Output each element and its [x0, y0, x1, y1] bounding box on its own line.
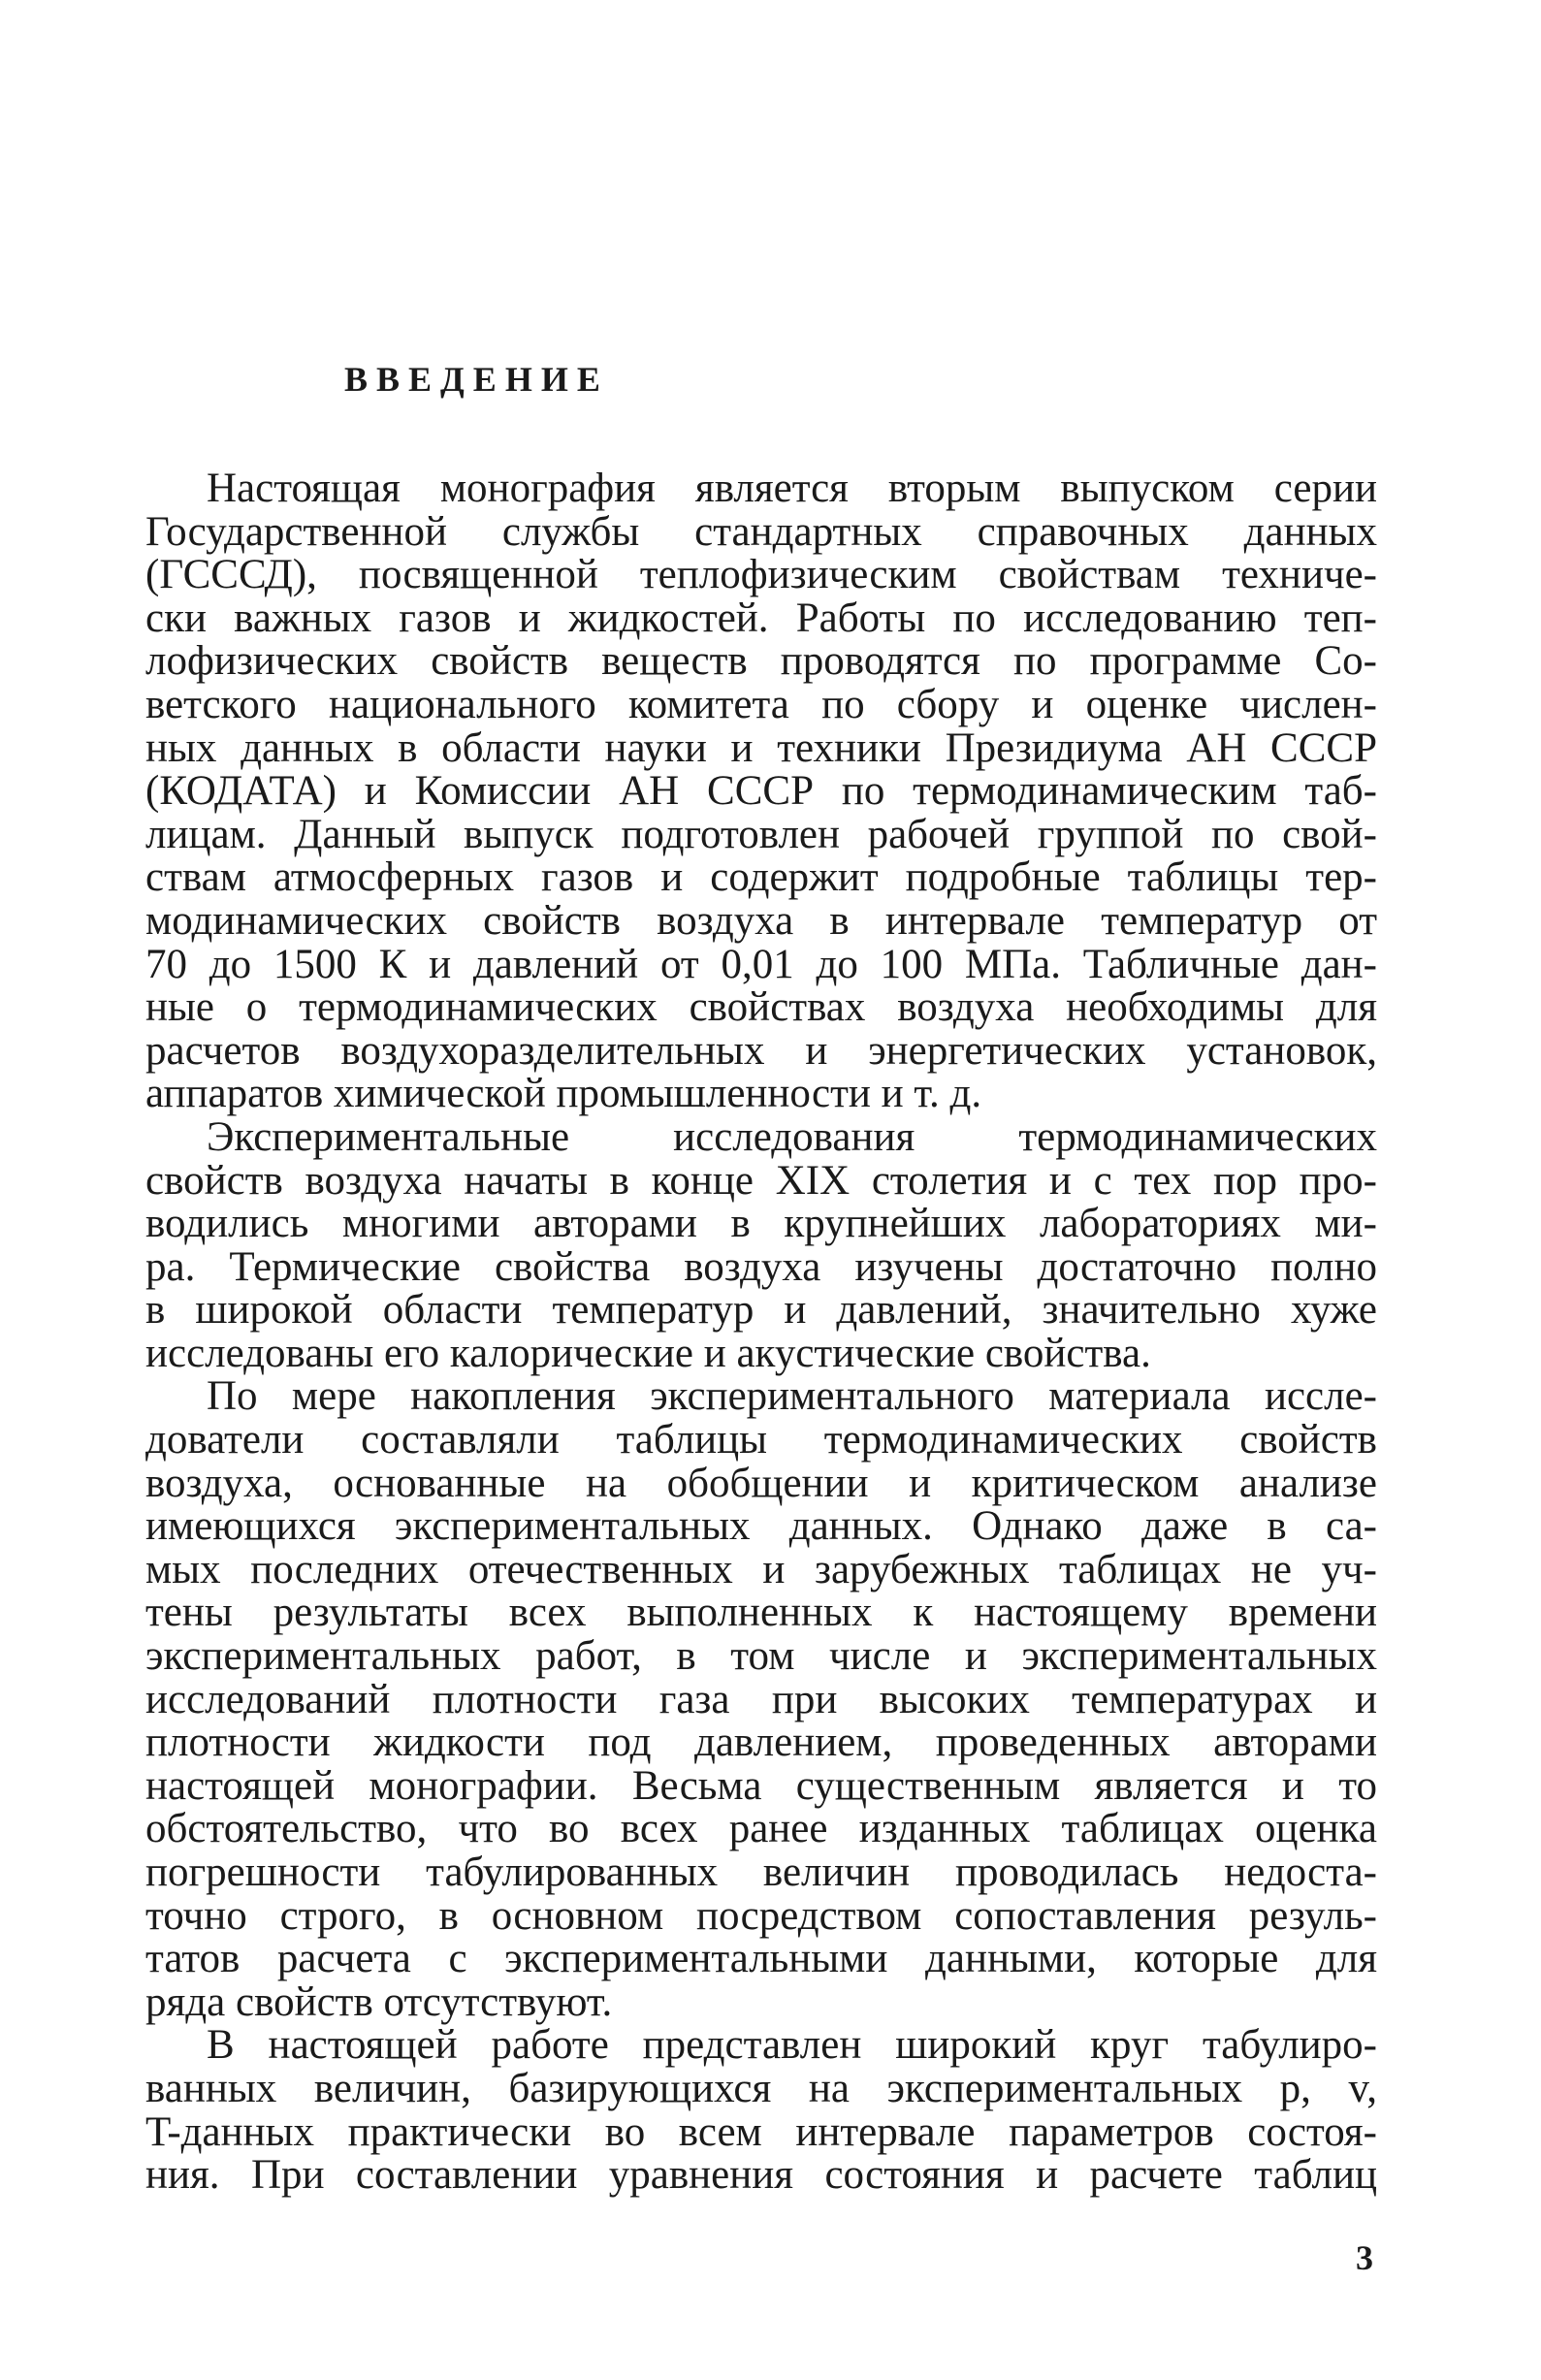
text-line: мых последних отечественных и зарубежных таблицах не уч- — [145, 1546, 1377, 1592]
text-line: обстоятельство, что во всех ранее изданных таблицах оценка — [145, 1806, 1377, 1852]
text-line: плотности жидкости под давлением, проведенных авторами — [145, 1720, 1377, 1766]
text-line: По мере накопления экспериментального материала иссле- — [207, 1373, 1377, 1420]
paragraph-2 — [145, 1113, 1377, 1376]
text-line: В настоящей работе представлен широкий круг табулиро- — [207, 2022, 1377, 2069]
text-line: (КОДАТА) и Комиссии АН СССР по термодинамическим таб- — [145, 768, 1377, 815]
text-line: дователи составляли таблицы термодинамических свойств — [145, 1417, 1377, 1463]
text-line: тены результаты всех выполненных к настоящему времени — [145, 1590, 1377, 1636]
page-number: 3 — [1356, 2238, 1373, 2277]
text-line: Настоящая монография является вторым выпуском серии — [207, 466, 1377, 511]
text-line: экспериментальных работ, в том числе и экспериментальных — [145, 1633, 1377, 1680]
text-line: аппаратов химической промышленности и т. д. — [145, 1071, 982, 1117]
text-line: расчетов воздухоразделительных и энергетических установок, — [145, 1027, 1377, 1074]
paragraph-4 — [145, 2024, 1377, 2197]
text-line: ра. Термические свойства воздуха изучены достаточно полно — [145, 1243, 1377, 1290]
text-line: водились многими авторами в крупнейших лабораториях ми- — [145, 1201, 1377, 1247]
text-line: свойств воздуха начаты в конце XIX столетия и с тех пор про- — [145, 1157, 1377, 1204]
text-line: Государственной службы стандартных справочных данных — [145, 508, 1377, 555]
paragraph-3 — [145, 1375, 1377, 2024]
text-line: Экспериментальные исследования термодинамических — [207, 1113, 1377, 1160]
text-line: лофизических свойств веществ проводятся по программе Со- — [145, 638, 1377, 685]
text-line: T-данных практически во всем интервале параметров состоя- — [145, 2108, 1377, 2155]
text-line: настоящей монографии. Весьма существенным является и то — [145, 1762, 1377, 1809]
text-line: исследований плотности газа при высоких температурах и — [145, 1676, 1377, 1722]
text-line: ные о термодинамических свойствах воздуха необходимы для — [145, 984, 1377, 1031]
text-line: имеющихся экспериментальных данных. Однако даже в са- — [145, 1503, 1377, 1550]
text-line: модинамических свойств воздуха в интервале температур от — [145, 897, 1377, 944]
text-line: ствам атмосферных газов и содержит подробные таблицы тер- — [145, 854, 1377, 901]
text-line: ски важных газов и жидкостей. Работы по исследованию теп- — [145, 595, 1377, 641]
text-line: ния. При составлении уравнения состояния и расчете таблиц — [145, 2152, 1377, 2199]
paragraph-1 — [145, 467, 1377, 1116]
text-line: ряда свойств отсутствуют. — [145, 1978, 613, 2025]
text-line: ванных величин, базирующихся на экспериментальных p, v, — [145, 2065, 1377, 2111]
text-line: лицам. Данный выпуск подготовлен рабочей группой по свой- — [145, 811, 1377, 857]
text-line: погрешности табулированных величин проводилась недоста- — [145, 1849, 1377, 1895]
text-line: в широкой области температур и давлений, значительно хуже — [145, 1287, 1377, 1334]
text-line: ных данных в области науки и техники Президиума АН СССР — [145, 724, 1377, 771]
page-title: ВВЕДЕНИЕ — [344, 360, 609, 399]
body-text — [145, 467, 1377, 2198]
text-line: исследованы его калорические и акустические свойства. — [145, 1330, 1151, 1376]
text-line: татов расчета с экспериментальными данными, которые для — [145, 1936, 1377, 1982]
text-line: 70 до 1500 К и давлений от 0,01 до 100 МПа. Табличные дан- — [145, 941, 1377, 987]
text-line: (ГСССД), посвященной теплофизическим свойствам техниче- — [145, 552, 1377, 598]
text-line: воздуха, основанные на обобщении и критическом анализе — [145, 1460, 1377, 1506]
text-line: ветского национального комитета по сбору и оценке числен- — [145, 681, 1377, 727]
text-line: точно строго, в основном посредством сопоставления резуль- — [145, 1892, 1377, 1939]
